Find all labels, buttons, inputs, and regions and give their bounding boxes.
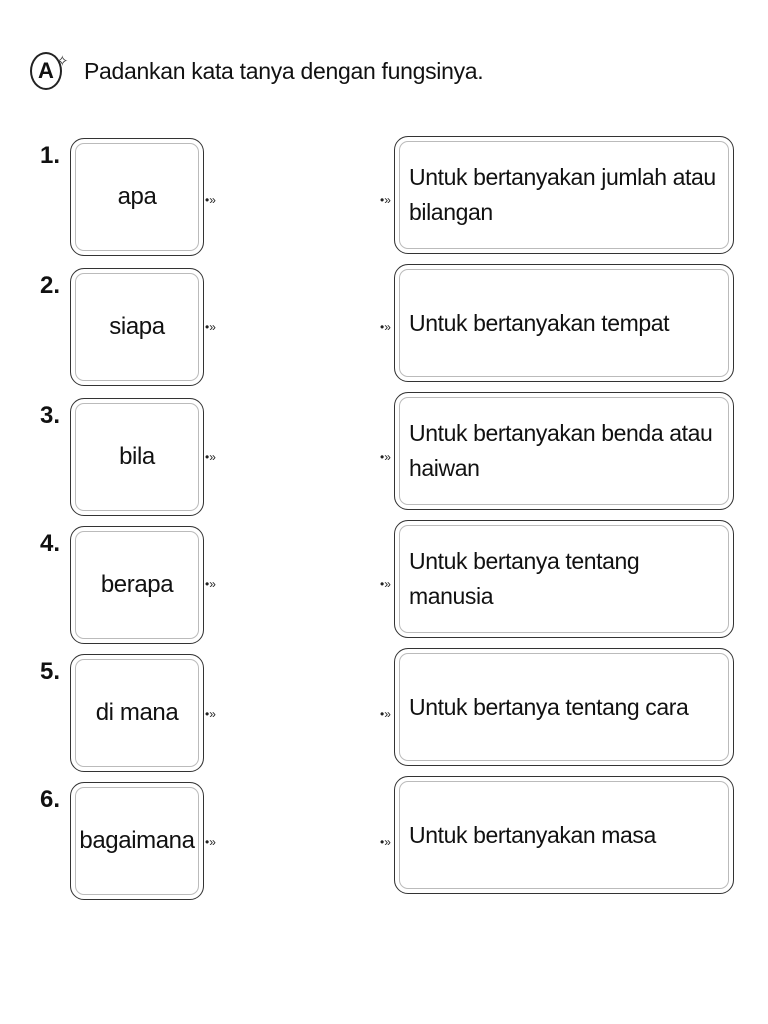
question-word-box[interactable] — [70, 268, 204, 386]
sparkle-icon: ✧ — [56, 53, 69, 70]
right-connector-dot[interactable]: •» — [380, 450, 391, 464]
question-number: 6. — [40, 786, 61, 813]
right-connector-dot[interactable]: •» — [380, 835, 391, 849]
question-word: di mana — [95, 699, 179, 726]
answer-box[interactable] — [394, 520, 734, 638]
answer-text: Untuk bertanya tentang cara — [409, 693, 689, 720]
question-word: apa — [117, 183, 157, 210]
answer-box[interactable] — [394, 136, 734, 254]
answer-box[interactable] — [394, 648, 734, 766]
question-number: 3. — [40, 402, 61, 429]
left-connector-dot[interactable]: •» — [205, 835, 216, 849]
section-header — [30, 52, 483, 90]
answer-text: Untuk bertanyakan jumlah atau bilangan — [409, 164, 716, 225]
question-word-box[interactable] — [70, 782, 204, 900]
section-label-badge — [30, 52, 69, 90]
question-number: 1. — [40, 142, 61, 169]
right-connector-dot[interactable]: •» — [380, 707, 391, 721]
question-word: siapa — [109, 313, 165, 340]
left-connector-dot[interactable]: •» — [205, 707, 216, 721]
question-number: 2. — [40, 272, 61, 299]
left-connector-dot[interactable]: •» — [205, 577, 216, 591]
section-label: A — [38, 58, 54, 83]
right-connector-dot[interactable]: •» — [380, 320, 391, 334]
right-connector-dot[interactable]: •» — [380, 193, 391, 207]
question-word: berapa — [100, 571, 174, 598]
question-word: bagaimana — [79, 827, 195, 854]
answer-box[interactable] — [394, 392, 734, 510]
question-number: 4. — [40, 530, 61, 557]
answer-box[interactable] — [394, 264, 734, 382]
left-connector-dot[interactable]: •» — [205, 193, 216, 207]
question-word-box[interactable] — [70, 526, 204, 644]
answer-box[interactable] — [394, 776, 734, 894]
answer-text: Untuk bertanyakan tempat — [409, 309, 670, 336]
question-number: 5. — [40, 658, 61, 685]
answer-text: Untuk bertanyakan benda atau haiwan — [409, 420, 713, 481]
left-connector-dot[interactable]: •» — [205, 320, 216, 334]
answer-text: Untuk bertanya tentang manusia — [409, 548, 640, 609]
left-connector-dot[interactable]: •» — [205, 450, 216, 464]
question-word-box[interactable] — [70, 654, 204, 772]
answer-text: Untuk bertanyakan masa — [409, 821, 656, 848]
question-word: bila — [119, 443, 155, 470]
instruction-text: Padankan kata tanya dengan fungsinya. — [84, 57, 484, 84]
right-connector-dot[interactable]: •» — [380, 577, 391, 591]
question-word-box[interactable] — [70, 138, 204, 256]
question-word-box[interactable] — [70, 398, 204, 516]
